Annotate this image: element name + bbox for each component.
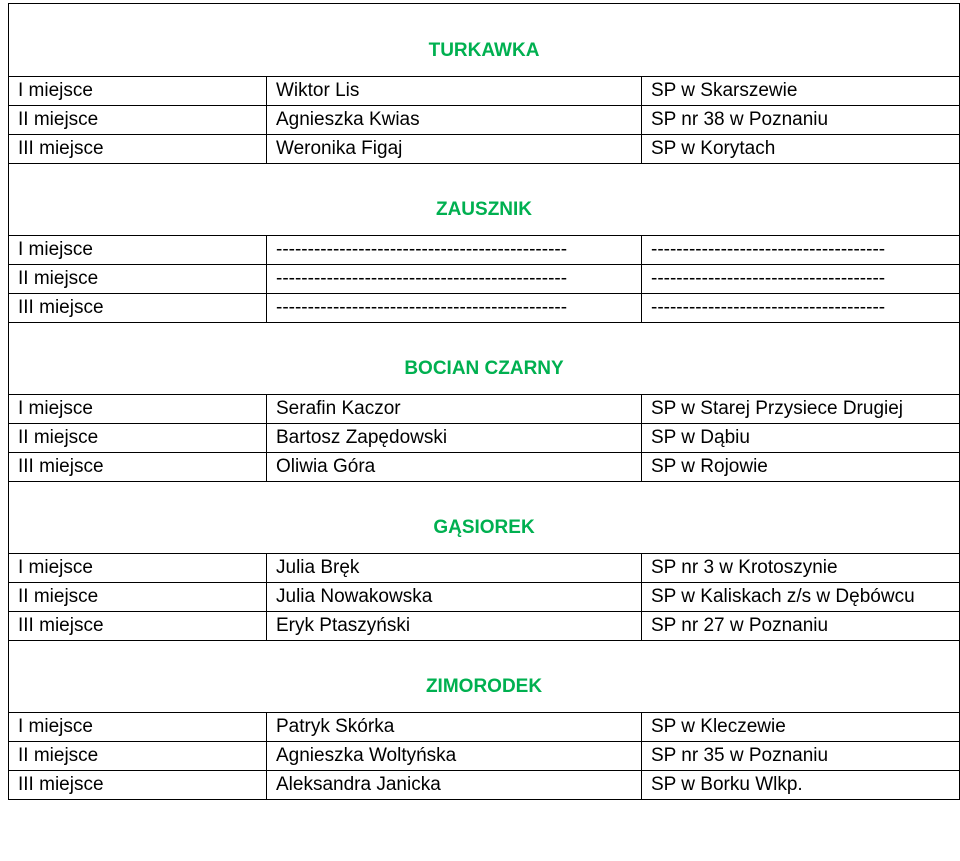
school-cell: SP nr 38 w Poznaniu xyxy=(642,106,960,135)
result-row xyxy=(9,135,960,164)
category-header-row xyxy=(9,482,960,554)
school-cell: ------------------------------------- xyxy=(642,294,960,323)
place-cell: III miejsce xyxy=(9,612,267,641)
category-header-row xyxy=(9,164,960,236)
result-row xyxy=(9,294,960,323)
school-cell: SP w Kleczewie xyxy=(642,713,960,742)
category-title: BOCIAN CZARNY xyxy=(9,323,960,395)
place-cell: I miejsce xyxy=(9,77,267,106)
name-cell: Julia Nowakowska xyxy=(267,583,642,612)
school-cell: SP w Kaliskach z/s w Dębówcu xyxy=(642,583,960,612)
place-cell: I miejsce xyxy=(9,236,267,265)
result-row xyxy=(9,106,960,135)
school-cell: SP nr 3 w Krotoszynie xyxy=(642,554,960,583)
result-row xyxy=(9,554,960,583)
place-cell: II miejsce xyxy=(9,424,267,453)
result-row xyxy=(9,77,960,106)
place-cell: I miejsce xyxy=(9,713,267,742)
name-cell: Weronika Figaj xyxy=(267,135,642,164)
place-cell: III miejsce xyxy=(9,453,267,482)
place-cell: II miejsce xyxy=(9,106,267,135)
school-cell: SP w Skarszewie xyxy=(642,77,960,106)
name-cell: Wiktor Lis xyxy=(267,77,642,106)
name-cell: Bartosz Zapędowski xyxy=(267,424,642,453)
category-title: TURKAWKA xyxy=(9,4,960,77)
name-cell: ---------------------------------------------- xyxy=(267,265,642,294)
school-cell: ------------------------------------- xyxy=(642,265,960,294)
name-cell: ---------------------------------------------- xyxy=(267,236,642,265)
name-cell: Oliwia Góra xyxy=(267,453,642,482)
place-cell: II miejsce xyxy=(9,265,267,294)
place-cell: II miejsce xyxy=(9,583,267,612)
name-cell: Patryk Skórka xyxy=(267,713,642,742)
place-cell: II miejsce xyxy=(9,742,267,771)
school-cell: SP w Rojowie xyxy=(642,453,960,482)
result-row xyxy=(9,612,960,641)
school-cell: SP w Borku Wlkp. xyxy=(642,771,960,800)
name-cell: Serafin Kaczor xyxy=(267,395,642,424)
category-title: ZAUSZNIK xyxy=(9,164,960,236)
category-header-row xyxy=(9,323,960,395)
result-row xyxy=(9,742,960,771)
place-cell: I miejsce xyxy=(9,554,267,583)
results-table xyxy=(8,3,960,800)
results-body xyxy=(9,4,960,800)
category-header-row xyxy=(9,641,960,713)
result-row xyxy=(9,395,960,424)
school-cell: SP nr 27 w Poznaniu xyxy=(642,612,960,641)
place-cell: III miejsce xyxy=(9,294,267,323)
result-row xyxy=(9,453,960,482)
category-title: GĄSIOREK xyxy=(9,482,960,554)
school-cell: SP w Starej Przysiece Drugiej xyxy=(642,395,960,424)
category-header-row xyxy=(9,4,960,77)
school-cell: ------------------------------------- xyxy=(642,236,960,265)
school-cell: SP nr 35 w Poznaniu xyxy=(642,742,960,771)
place-cell: III miejsce xyxy=(9,771,267,800)
name-cell: Agnieszka Kwias xyxy=(267,106,642,135)
category-title: ZIMORODEK xyxy=(9,641,960,713)
result-row xyxy=(9,713,960,742)
result-row xyxy=(9,583,960,612)
school-cell: SP w Dąbiu xyxy=(642,424,960,453)
result-row xyxy=(9,424,960,453)
result-row xyxy=(9,771,960,800)
name-cell: Julia Bręk xyxy=(267,554,642,583)
place-cell: I miejsce xyxy=(9,395,267,424)
name-cell: ---------------------------------------------- xyxy=(267,294,642,323)
name-cell: Aleksandra Janicka xyxy=(267,771,642,800)
school-cell: SP w Korytach xyxy=(642,135,960,164)
name-cell: Eryk Ptaszyński xyxy=(267,612,642,641)
result-row xyxy=(9,236,960,265)
place-cell: III miejsce xyxy=(9,135,267,164)
name-cell: Agnieszka Woltyńska xyxy=(267,742,642,771)
result-row xyxy=(9,265,960,294)
